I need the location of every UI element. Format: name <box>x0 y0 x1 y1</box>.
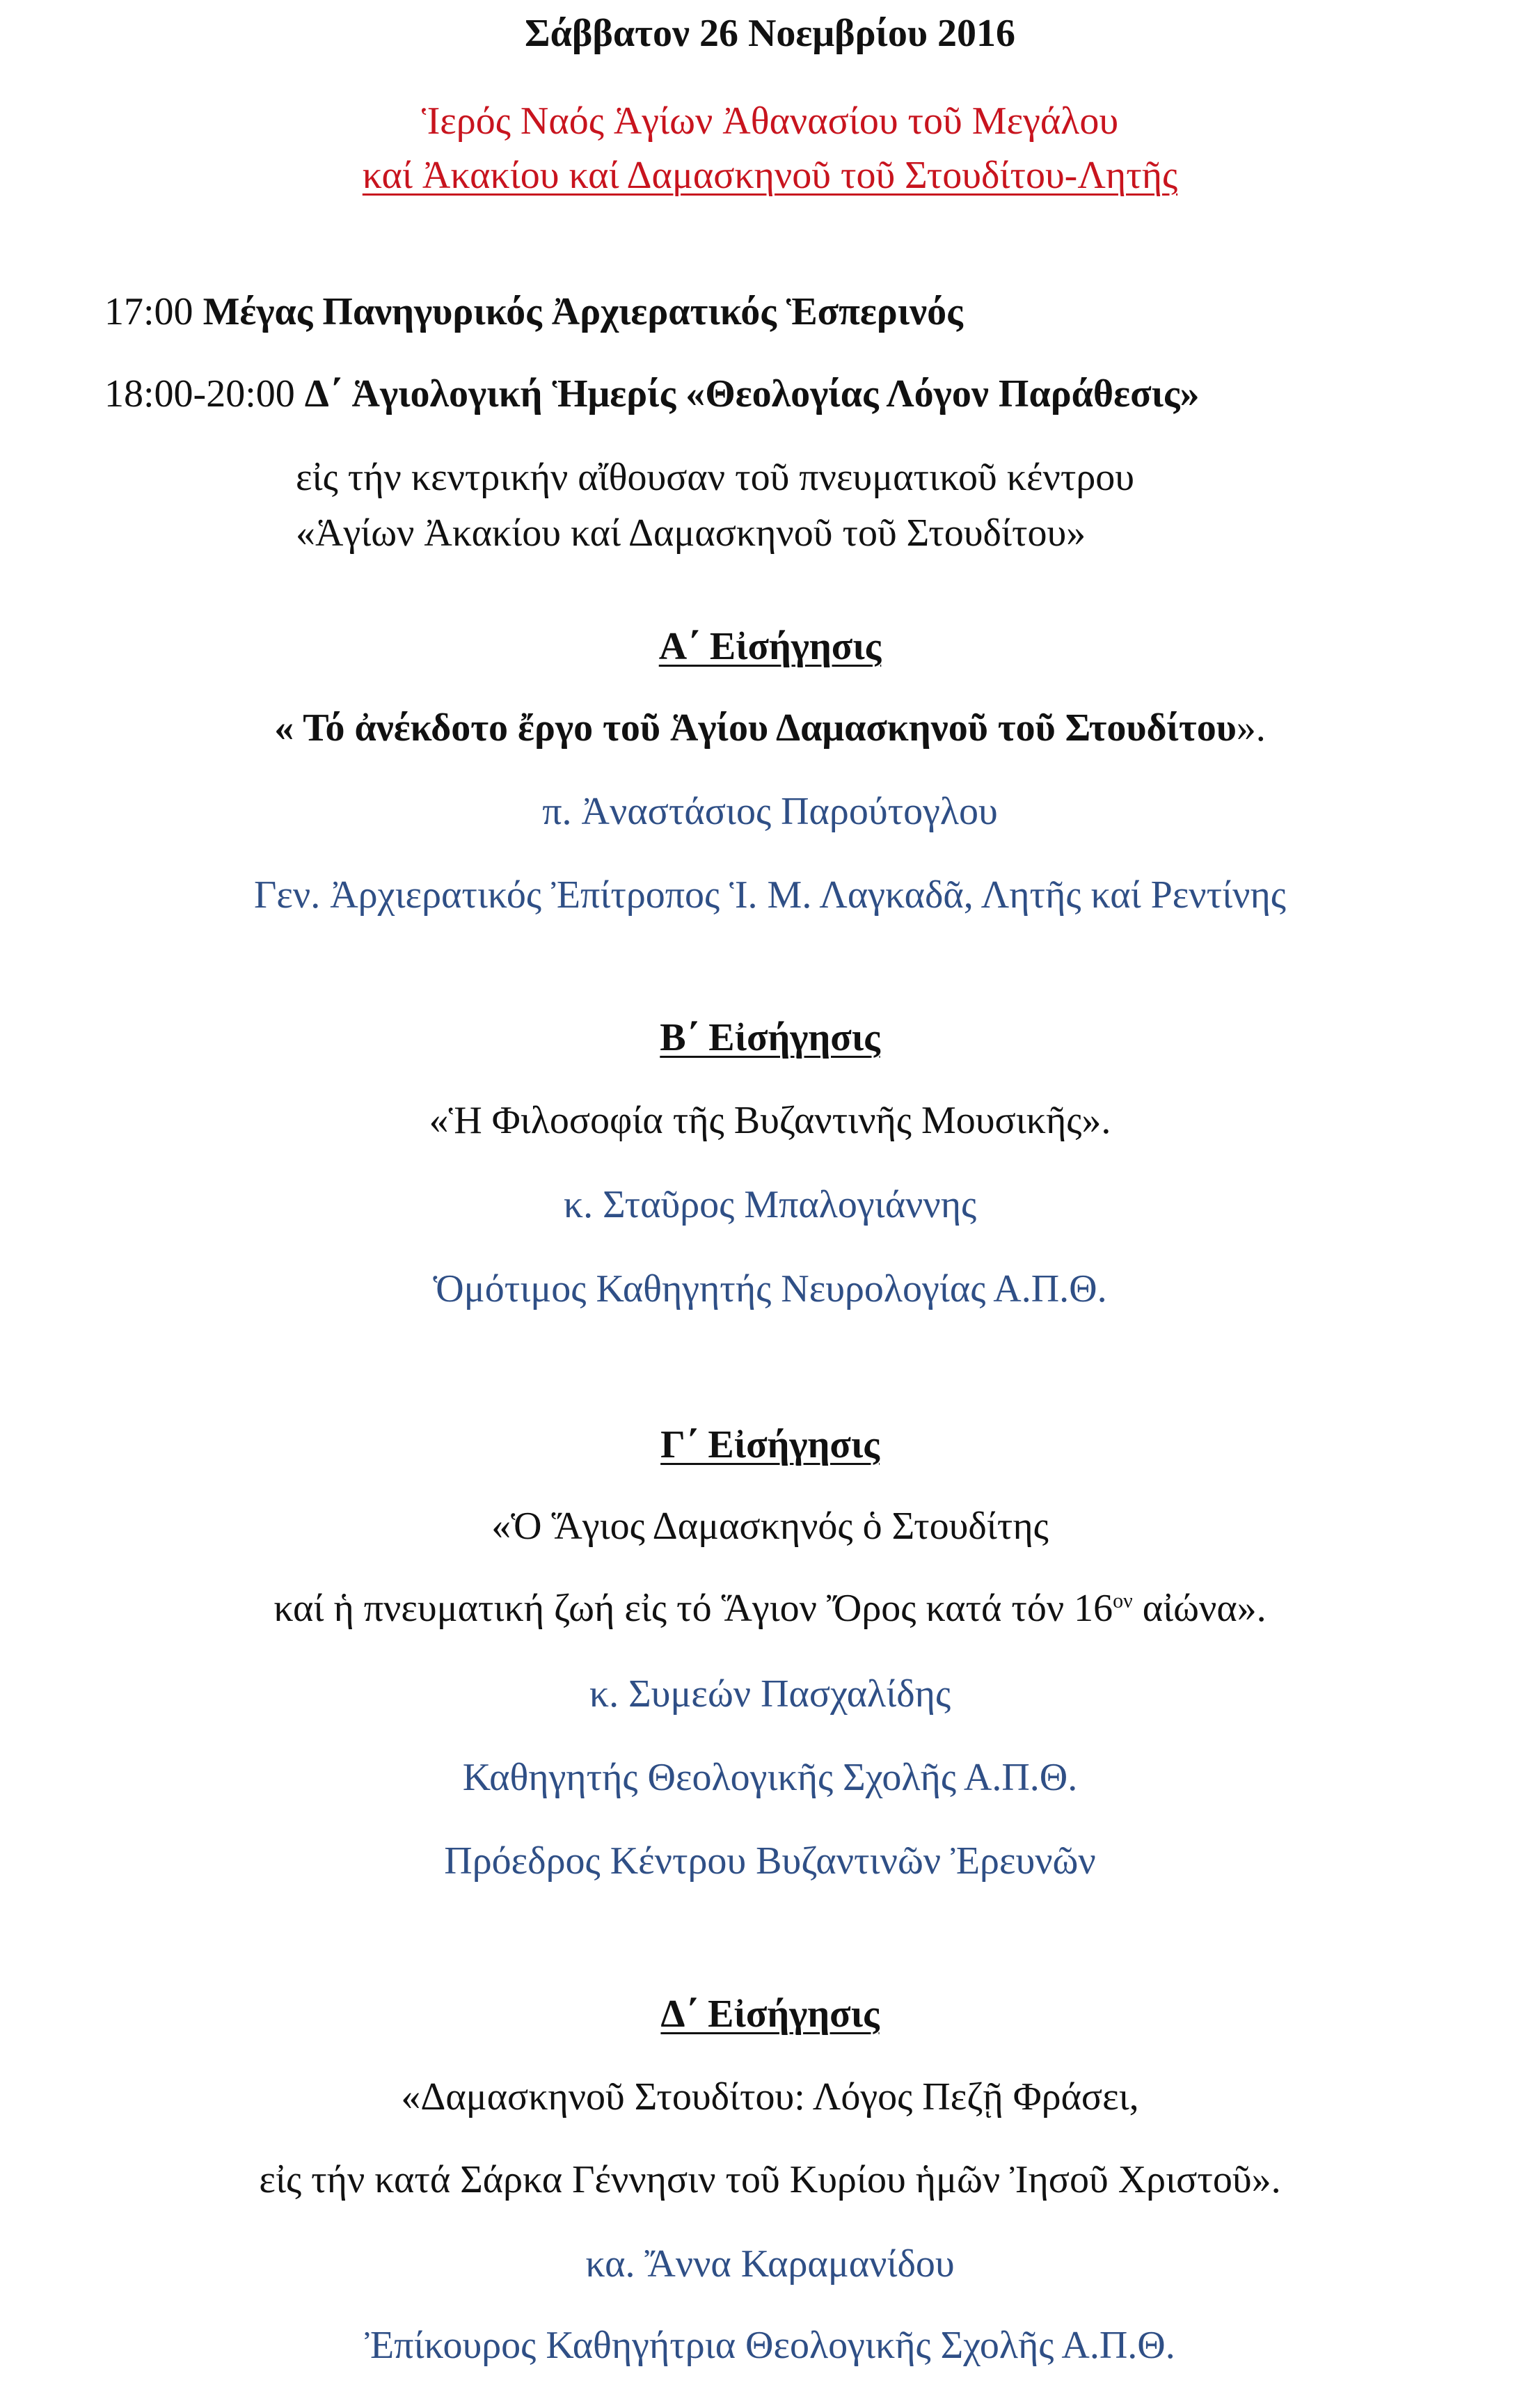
talk-d-role: Ἐπίκουρος Καθηγήτρια Θεολογικῆς Σχολῆς Α.Π.Θ. <box>365 2324 1175 2367</box>
talk-d-title-line1: «Δαμασκηνοῦ Στουδίτου: Λόγος Πεζῇ Φράσει, <box>401 2075 1139 2118</box>
event-date: Σάββατον 26 Νοεμβρίου 2016 <box>525 12 1015 55</box>
talk-d-heading: Δ΄ Εἰσήγησις <box>660 1993 880 2036</box>
talk-c-heading: Γ΄ Εἰσήγησις <box>660 1423 880 1466</box>
talk-b-role: Ὁμότιμος Καθηγητής Νευρολογίας Α.Π.Θ. <box>433 1267 1107 1310</box>
talk-d-title-line2: εἰς τήν κατά Σάρκα Γέννησιν τοῦ Κυρίου ἡμῶν Ἰησοῦ Χριστοῦ». <box>259 2158 1281 2201</box>
schedule-title: Μέγας Πανηγυρικός Ἀρχιερατικός Ἑσπερινός <box>203 290 963 333</box>
talk-b-speaker: κ. Σταῦρος Μπαλογιάννης <box>563 1183 977 1226</box>
talk-c-role-1: Καθηγητής Θεολογικῆς Σχολῆς Α.Π.Θ. <box>462 1756 1078 1799</box>
talk-a-title-text: Τό ἀνέκδοτο ἔργο τοῦ Ἁγίου Δαμασκηνοῦ τοῦ Στουδίτου <box>303 706 1237 750</box>
talk-c-title-line1: «Ὁ Ἅγιος Δαμασκηνός ὁ Στουδίτης <box>491 1505 1049 1548</box>
talk-b-title: «Ἡ Φιλοσοφία τῆς Βυζαντινῆς Μουσικῆς». <box>429 1099 1111 1142</box>
talk-a-speaker: π. Ἀναστάσιος Παρούτογλου <box>542 790 998 833</box>
schedule-title: Δ΄ Ἁγιολογική Ἡμερίς «Θεολογίας Λόγον Παράθεσις» <box>304 372 1200 415</box>
venue-line2: «Ἁγίων Ἀκακίου καί Δαμασκηνοῦ τοῦ Στουδίτου» <box>296 512 1086 555</box>
schedule-item-symposium <box>104 369 1200 419</box>
venue-line1: εἰς τήν κεντρικήν αἴθουσαν τοῦ πνευματικοῦ κέντρου <box>296 456 1135 499</box>
talk-a-title: « Τό ἀνέκδοτο ἔργο τοῦ Ἁγίου Δαμασκηνοῦ τοῦ Στουδίτου». <box>274 706 1266 750</box>
talk-b-heading: Β΄ Εἰσήγησις <box>660 1016 880 1059</box>
talk-c-role-2: Πρόεδρος Κέντρου Βυζαντινῶν Ἐρευνῶν <box>444 1839 1096 1883</box>
talk-c-speaker: κ. Συμεών Πασχαλίδης <box>589 1672 951 1716</box>
church-name-line1: Ἱερός Ναός Ἁγίων Ἀθανασίου τοῦ Μεγάλου <box>421 100 1119 143</box>
talk-a-heading: Α΄ Εἰσήγησις <box>658 625 882 668</box>
talk-a-role: Γεν. Ἀρχιερατικός Ἐπίτροπος Ἱ. Μ. Λαγκαδᾶ, Λητῆς καί Ρεντίνης <box>254 873 1286 917</box>
schedule-time: 17:00 <box>104 290 193 333</box>
church-name-line2: καί Ἀκακίου καί Δαμασκηνοῦ τοῦ Στουδίτου-Λητῆς <box>362 154 1178 197</box>
talk-d-speaker: κα. Ἄννα Καραμανίδου <box>585 2242 955 2286</box>
talk-c-title-line2: καί ἡ πνευματική ζωή εἰς τό Ἅγιον Ὄρος κατά τόν $16^{o\nu}$ αἰώνα». <box>273 1587 1267 1630</box>
schedule-item-vespers <box>104 287 963 337</box>
schedule-time: 18:00-20:00 <box>104 372 295 415</box>
